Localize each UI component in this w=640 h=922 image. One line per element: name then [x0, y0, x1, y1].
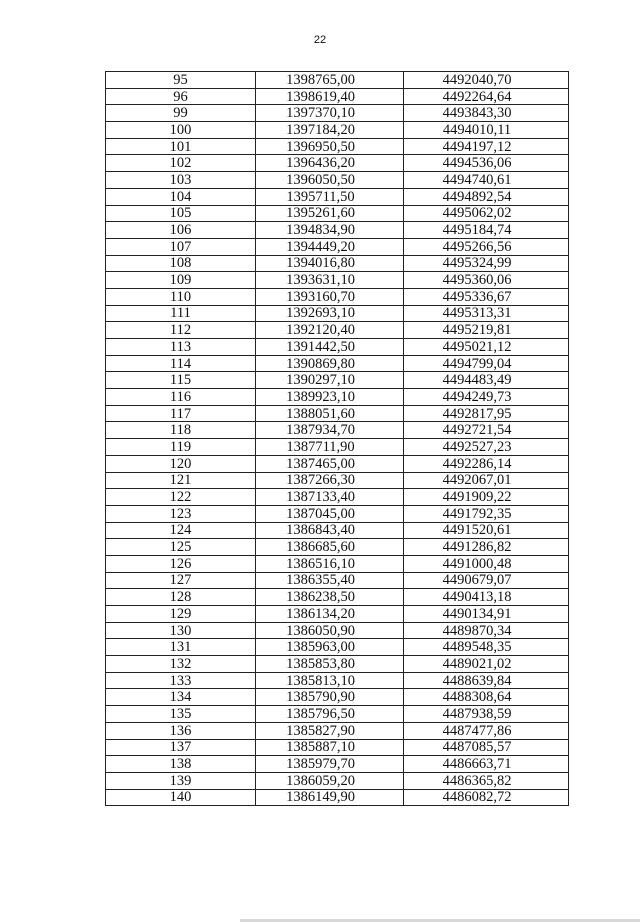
- y-coordinate-cell: 4492264,64: [404, 88, 569, 105]
- point-number-cell: 111: [106, 305, 256, 322]
- point-number-cell: 122: [106, 489, 256, 506]
- x-coordinate-cell: 1395711,50: [256, 188, 404, 205]
- x-coordinate-cell: 1389923,10: [256, 389, 404, 406]
- point-number-cell: 115: [106, 372, 256, 389]
- x-coordinate-cell: 1385796,50: [256, 706, 404, 723]
- point-number-cell: 119: [106, 439, 256, 456]
- y-coordinate-cell: 4495266,56: [404, 238, 569, 255]
- y-coordinate-cell: 4487477,86: [404, 722, 569, 739]
- point-number-cell: 121: [106, 472, 256, 489]
- x-coordinate-cell: 1387465,00: [256, 455, 404, 472]
- table-row: [106, 122, 569, 139]
- table-row: [106, 722, 569, 739]
- table-row: [106, 322, 569, 339]
- y-coordinate-cell: 4488639,84: [404, 672, 569, 689]
- point-number-cell: 137: [106, 739, 256, 756]
- table-row: [106, 72, 569, 89]
- point-number-cell: 136: [106, 722, 256, 739]
- table-row: [106, 706, 569, 723]
- table-row: [106, 489, 569, 506]
- y-coordinate-cell: 4490679,07: [404, 572, 569, 589]
- x-coordinate-cell: 1386134,20: [256, 606, 404, 623]
- table-row: [106, 88, 569, 105]
- x-coordinate-cell: 1385827,90: [256, 722, 404, 739]
- x-coordinate-cell: 1386149,90: [256, 789, 404, 806]
- x-coordinate-cell: 1398765,00: [256, 72, 404, 89]
- coordinates-table-body: [106, 72, 569, 806]
- y-coordinate-cell: 4492067,01: [404, 472, 569, 489]
- point-number-cell: 99: [106, 105, 256, 122]
- y-coordinate-cell: 4486365,82: [404, 772, 569, 789]
- x-coordinate-cell: 1390297,10: [256, 372, 404, 389]
- x-coordinate-cell: 1387711,90: [256, 439, 404, 456]
- x-coordinate-cell: 1386355,40: [256, 572, 404, 589]
- x-coordinate-cell: 1386843,40: [256, 522, 404, 539]
- table-row: [106, 288, 569, 305]
- x-coordinate-cell: 1386685,60: [256, 539, 404, 556]
- y-coordinate-cell: 4486663,71: [404, 756, 569, 773]
- table-row: [106, 672, 569, 689]
- point-number-cell: 120: [106, 455, 256, 472]
- y-coordinate-cell: 4490134,91: [404, 606, 569, 623]
- point-number-cell: 124: [106, 522, 256, 539]
- x-coordinate-cell: 1385790,90: [256, 689, 404, 706]
- table-row: [106, 405, 569, 422]
- y-coordinate-cell: 4495062,02: [404, 205, 569, 222]
- table-row: [106, 188, 569, 205]
- y-coordinate-cell: 4492527,23: [404, 439, 569, 456]
- y-coordinate-cell: 4494799,04: [404, 355, 569, 372]
- point-number-cell: 106: [106, 222, 256, 239]
- y-coordinate-cell: 4491792,35: [404, 505, 569, 522]
- point-number-cell: 135: [106, 706, 256, 723]
- point-number-cell: 104: [106, 188, 256, 205]
- x-coordinate-cell: 1395261,60: [256, 205, 404, 222]
- table-row: [106, 272, 569, 289]
- table-row: [106, 439, 569, 456]
- point-number-cell: 140: [106, 789, 256, 806]
- x-coordinate-cell: 1397370,10: [256, 105, 404, 122]
- table-row: [106, 522, 569, 539]
- x-coordinate-cell: 1385813,10: [256, 672, 404, 689]
- y-coordinate-cell: 4495324,99: [404, 255, 569, 272]
- y-coordinate-cell: 4495360,06: [404, 272, 569, 289]
- x-coordinate-cell: 1385963,00: [256, 639, 404, 656]
- y-coordinate-cell: 4492040,70: [404, 72, 569, 89]
- y-coordinate-cell: 4495336,67: [404, 288, 569, 305]
- table-row: [106, 606, 569, 623]
- x-coordinate-cell: 1394449,20: [256, 238, 404, 255]
- x-coordinate-cell: 1392120,40: [256, 322, 404, 339]
- table-row: [106, 389, 569, 406]
- table-row: [106, 772, 569, 789]
- x-coordinate-cell: 1398619,40: [256, 88, 404, 105]
- x-coordinate-cell: 1394016,80: [256, 255, 404, 272]
- point-number-cell: 116: [106, 389, 256, 406]
- table-row: [106, 172, 569, 189]
- table-row: [106, 422, 569, 439]
- point-number-cell: 103: [106, 172, 256, 189]
- y-coordinate-cell: 4494483,49: [404, 372, 569, 389]
- y-coordinate-cell: 4489870,34: [404, 622, 569, 639]
- table-row: [106, 105, 569, 122]
- x-coordinate-cell: 1393631,10: [256, 272, 404, 289]
- point-number-cell: 138: [106, 756, 256, 773]
- table-row: [106, 255, 569, 272]
- table-row: [106, 555, 569, 572]
- y-coordinate-cell: 4494536,06: [404, 155, 569, 172]
- table-row: [106, 756, 569, 773]
- x-coordinate-cell: 1385979,70: [256, 756, 404, 773]
- table-row: [106, 572, 569, 589]
- y-coordinate-cell: 4491286,82: [404, 539, 569, 556]
- point-number-cell: 125: [106, 539, 256, 556]
- point-number-cell: 123: [106, 505, 256, 522]
- y-coordinate-cell: 4494249,73: [404, 389, 569, 406]
- table-row: [106, 355, 569, 372]
- y-coordinate-cell: 4492817,95: [404, 405, 569, 422]
- point-number-cell: 117: [106, 405, 256, 422]
- point-number-cell: 110: [106, 288, 256, 305]
- y-coordinate-cell: 4491520,61: [404, 522, 569, 539]
- table-row: [106, 639, 569, 656]
- point-number-cell: 134: [106, 689, 256, 706]
- y-coordinate-cell: 4495184,74: [404, 222, 569, 239]
- y-coordinate-cell: 4495021,12: [404, 339, 569, 356]
- table-row: [106, 472, 569, 489]
- x-coordinate-cell: 1397184,20: [256, 122, 404, 139]
- table-row: [106, 339, 569, 356]
- x-coordinate-cell: 1386238,50: [256, 589, 404, 606]
- point-number-cell: 118: [106, 422, 256, 439]
- x-coordinate-cell: 1392693,10: [256, 305, 404, 322]
- table-row: [106, 789, 569, 806]
- table-row: [106, 589, 569, 606]
- table-row: [106, 222, 569, 239]
- x-coordinate-cell: 1391442,50: [256, 339, 404, 356]
- x-coordinate-cell: 1387045,00: [256, 505, 404, 522]
- table-row: [106, 372, 569, 389]
- y-coordinate-cell: 4494010,11: [404, 122, 569, 139]
- x-coordinate-cell: 1388051,60: [256, 405, 404, 422]
- y-coordinate-cell: 4494892,54: [404, 188, 569, 205]
- y-coordinate-cell: 4492286,14: [404, 455, 569, 472]
- x-coordinate-cell: 1386050,90: [256, 622, 404, 639]
- point-number-cell: 133: [106, 672, 256, 689]
- y-coordinate-cell: 4488308,64: [404, 689, 569, 706]
- page-number: 22: [313, 34, 327, 46]
- point-number-cell: 107: [106, 238, 256, 255]
- y-coordinate-cell: 4490413,18: [404, 589, 569, 606]
- x-coordinate-cell: 1393160,70: [256, 288, 404, 305]
- point-number-cell: 96: [106, 88, 256, 105]
- y-coordinate-cell: 4489548,35: [404, 639, 569, 656]
- x-coordinate-cell: 1396050,50: [256, 172, 404, 189]
- table-row: [106, 505, 569, 522]
- y-coordinate-cell: 4486082,72: [404, 789, 569, 806]
- point-number-cell: 130: [106, 622, 256, 639]
- table-row: [106, 689, 569, 706]
- x-coordinate-cell: 1386059,20: [256, 772, 404, 789]
- table-row: [106, 238, 569, 255]
- table-row: [106, 739, 569, 756]
- y-coordinate-cell: 4495313,31: [404, 305, 569, 322]
- x-coordinate-cell: 1396436,20: [256, 155, 404, 172]
- x-coordinate-cell: 1385853,80: [256, 656, 404, 673]
- y-coordinate-cell: 4494197,12: [404, 138, 569, 155]
- x-coordinate-cell: 1394834,90: [256, 222, 404, 239]
- y-coordinate-cell: 4492721,54: [404, 422, 569, 439]
- coordinates-table: [105, 71, 569, 806]
- y-coordinate-cell: 4491909,22: [404, 489, 569, 506]
- x-coordinate-cell: 1387934,70: [256, 422, 404, 439]
- table-row: [106, 539, 569, 556]
- y-coordinate-cell: 4494740,61: [404, 172, 569, 189]
- point-number-cell: 112: [106, 322, 256, 339]
- point-number-cell: 127: [106, 572, 256, 589]
- point-number-cell: 132: [106, 656, 256, 673]
- point-number-cell: 108: [106, 255, 256, 272]
- point-number-cell: 105: [106, 205, 256, 222]
- y-coordinate-cell: 4491000,48: [404, 555, 569, 572]
- x-coordinate-cell: 1385887,10: [256, 739, 404, 756]
- point-number-cell: 100: [106, 122, 256, 139]
- table-row: [106, 305, 569, 322]
- y-coordinate-cell: 4495219,81: [404, 322, 569, 339]
- table-row: [106, 622, 569, 639]
- y-coordinate-cell: 4487085,57: [404, 739, 569, 756]
- x-coordinate-cell: 1387133,40: [256, 489, 404, 506]
- x-coordinate-cell: 1387266,30: [256, 472, 404, 489]
- x-coordinate-cell: 1390869,80: [256, 355, 404, 372]
- point-number-cell: 101: [106, 138, 256, 155]
- point-number-cell: 131: [106, 639, 256, 656]
- point-number-cell: 109: [106, 272, 256, 289]
- point-number-cell: 114: [106, 355, 256, 372]
- table-row: [106, 455, 569, 472]
- point-number-cell: 95: [106, 72, 256, 89]
- y-coordinate-cell: 4487938,59: [404, 706, 569, 723]
- y-coordinate-cell: 4493843,30: [404, 105, 569, 122]
- y-coordinate-cell: 4489021,02: [404, 656, 569, 673]
- x-coordinate-cell: 1386516,10: [256, 555, 404, 572]
- point-number-cell: 128: [106, 589, 256, 606]
- table-row: [106, 155, 569, 172]
- table-row: [106, 656, 569, 673]
- x-coordinate-cell: 1396950,50: [256, 138, 404, 155]
- point-number-cell: 129: [106, 606, 256, 623]
- point-number-cell: 139: [106, 772, 256, 789]
- table-row: [106, 138, 569, 155]
- point-number-cell: 126: [106, 555, 256, 572]
- point-number-cell: 102: [106, 155, 256, 172]
- point-number-cell: 113: [106, 339, 256, 356]
- table-row: [106, 205, 569, 222]
